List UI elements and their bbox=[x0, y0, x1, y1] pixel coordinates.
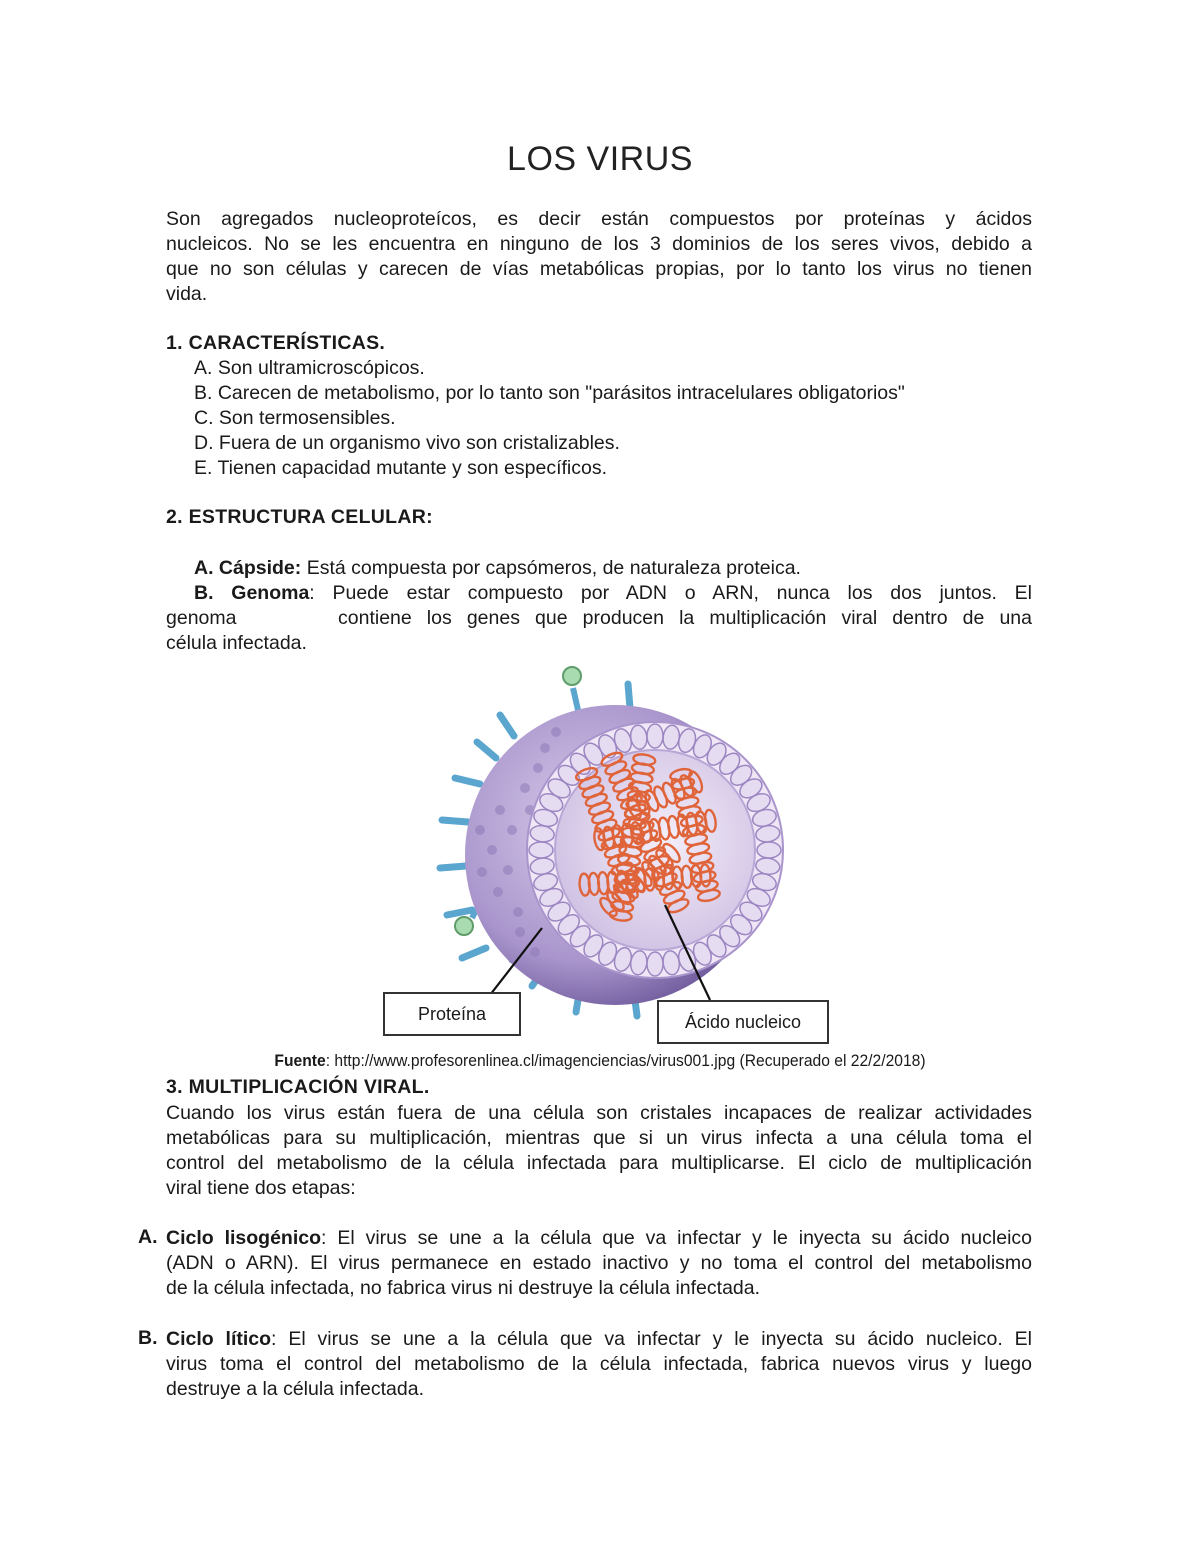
cycle-b-paragraph bbox=[166, 1327, 1032, 1402]
cycle-b-letter: B. bbox=[138, 1327, 158, 1349]
capside-text: Está compuesta por capsómeros, de naturaleza proteica. bbox=[301, 557, 801, 579]
cycle-line: de la célula infectada, no fabrica virus ni destruye la célula infectada. bbox=[166, 1277, 761, 1299]
lipid-bead bbox=[647, 952, 663, 976]
virus-illustration bbox=[380, 660, 830, 1045]
cycle-a-letter: A. bbox=[138, 1226, 158, 1248]
lipid-bead bbox=[529, 842, 553, 858]
intro-line: que no son células y carecen de vías metabólicas propias, por lo tanto los virus no tienen bbox=[166, 258, 1032, 280]
list-item: D. Fuera de un organismo vivo son cristalizables. bbox=[194, 432, 620, 454]
list-item: A. Son ultramicroscópicos. bbox=[194, 357, 425, 379]
section-heading-estructura: 2. ESTRUCTURA CELULAR: bbox=[166, 506, 433, 528]
cycle-a-paragraph bbox=[166, 1226, 1032, 1301]
capside-item bbox=[194, 556, 801, 581]
cycle-a-label: Ciclo lisogénico bbox=[166, 1227, 322, 1249]
section-heading-multiplicacion: 3. MULTIPLICACIÓN VIRAL. bbox=[166, 1076, 430, 1098]
list-item: B. Carecen de metabolismo, por lo tanto son "parásitos intracelulares obligatorios" bbox=[194, 382, 905, 404]
cycle-line: (ADN o ARN). El virus permanece en estado inactivo y no toma el control del metabolismo bbox=[166, 1252, 1032, 1274]
caption-label: Fuente bbox=[274, 1051, 326, 1070]
paragraph-line: control del metabolismo de la célula infectada para multiplicarse. El ciclo de multiplicación bbox=[166, 1152, 1032, 1174]
cycle-line: destruye a la célula infectada. bbox=[166, 1378, 424, 1400]
page-title: LOS VIRUS bbox=[507, 140, 693, 178]
list-item: C. Son termosensibles. bbox=[194, 407, 396, 429]
cycle-line bbox=[166, 1327, 1032, 1352]
capside-label: A. Cápside: bbox=[194, 557, 302, 579]
cycle-line: virus toma el control del metabolismo de la célula infectada, fabrica nuevos virus y luego bbox=[166, 1353, 1032, 1375]
genoma-paragraph bbox=[166, 581, 1032, 656]
cycle-a-text: : El virus se une a la célula que va infectar y le inyecta su ácido nucleico bbox=[321, 1227, 1032, 1249]
genoma-label: B. Genoma bbox=[194, 582, 310, 604]
genoma-text: contiene los genes que producen la multiplicación viral dentro de una bbox=[338, 607, 1032, 629]
intro-line: nucleicos. No se les encuentra en ninguno de los 3 dominios de los seres vivos, debido a bbox=[166, 233, 1032, 255]
lipid-bead bbox=[757, 842, 781, 858]
virus-diagram bbox=[380, 660, 830, 1045]
genoma-line bbox=[166, 606, 1032, 631]
genoma-line bbox=[166, 581, 1032, 606]
caption-text: : http://www.profesorenlinea.cl/imagenciencias/virus001.jpg (Recuperado el 22/2/2018) bbox=[325, 1051, 926, 1070]
cycle-line bbox=[166, 1226, 1032, 1251]
paragraph-line: viral tiene dos etapas: bbox=[166, 1177, 356, 1199]
multiplication-paragraph bbox=[166, 1101, 1032, 1201]
list-item: E. Tienen capacidad mutante y son específicos. bbox=[194, 457, 607, 479]
genoma-line: célula infectada. bbox=[166, 632, 307, 654]
genoma-text: : Puede estar compuesto por ADN o ARN, nunca los dos juntos. El bbox=[309, 582, 1033, 604]
label-nucleic-acid: Ácido nucleico bbox=[657, 1000, 829, 1044]
paragraph-line: metabólicas para su multiplicación, mientras que si un virus infecta a una célula toma el bbox=[166, 1127, 1032, 1149]
genoma-word: genoma bbox=[166, 607, 237, 629]
paragraph-line: Cuando los virus están fuera de una célula son cristales incapaces de realizar actividades bbox=[166, 1102, 1032, 1124]
intro-line: vida. bbox=[166, 283, 208, 305]
intro-paragraph bbox=[166, 207, 1032, 307]
cycle-b-label: Ciclo lítico bbox=[166, 1328, 272, 1350]
intro-line: Son agregados nucleoproteícos, es decir están compuestos por proteínas y ácidos bbox=[166, 208, 1032, 230]
cycle-b-text: : El virus se une a la célula que va infectar y le inyecta su ácido nucleico. El bbox=[271, 1328, 1032, 1350]
figure-caption bbox=[48, 1051, 1152, 1071]
section-heading-caracteristicas: 1. CARACTERÍSTICAS. bbox=[166, 332, 386, 354]
lipid-bead bbox=[647, 724, 663, 748]
label-protein: Proteína bbox=[383, 992, 521, 1036]
